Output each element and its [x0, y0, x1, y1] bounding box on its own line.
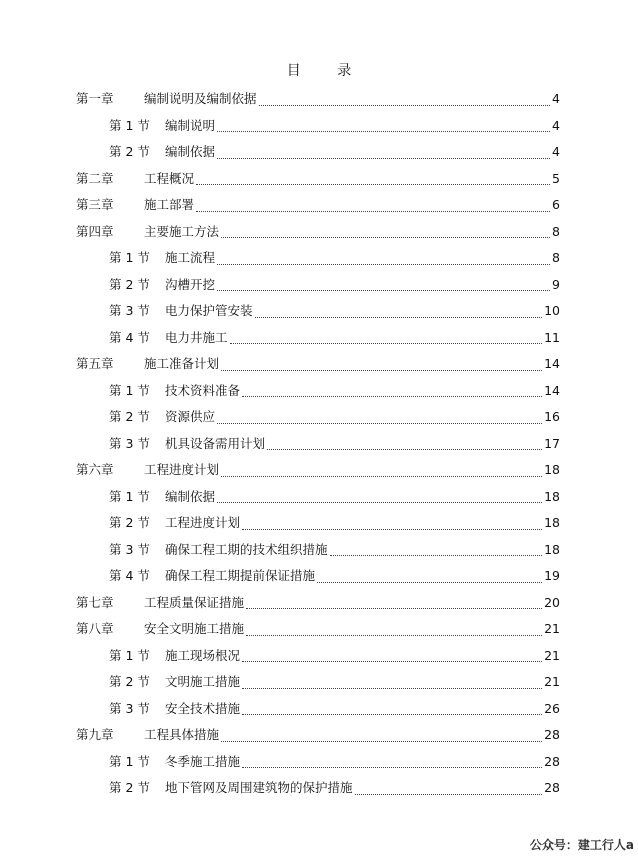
toc-section-entry[interactable]	[76, 696, 560, 723]
toc-dot-leader	[242, 528, 542, 530]
toc-entry-page-number: 4	[552, 144, 560, 159]
toc-entry-title: 电力保护管安装	[165, 303, 253, 318]
toc-entry-page-number: 26	[544, 700, 560, 716]
toc-entry-page-number: 28	[544, 727, 560, 742]
toc-entry-page-number: 16	[544, 409, 560, 424]
toc-entry-title: 地下管网及周围建筑物的保护措施	[165, 780, 353, 795]
toc-dot-leader	[221, 369, 542, 371]
toc-chapter-entry[interactable]	[76, 457, 560, 484]
toc-entry-number: 第 1 节	[109, 647, 150, 663]
toc-entry-title: 编制依据	[165, 144, 216, 159]
toc-section-entry[interactable]	[76, 510, 560, 537]
toc-chapter-entry[interactable]	[76, 351, 560, 378]
toc-entry-number: 第 2 节	[109, 144, 150, 159]
toc-entry-page-number: 6	[552, 197, 560, 212]
toc-entry-title: 技术资料准备	[165, 382, 241, 398]
toc-chapter-entry[interactable]	[76, 166, 560, 193]
toc-entry-page-number: 18	[544, 515, 560, 530]
toc-entry-number: 第九章	[76, 727, 114, 742]
toc-dot-leader	[242, 687, 542, 689]
toc-entry-page-number: 11	[544, 329, 560, 345]
toc-entry-number: 第 3 节	[109, 303, 150, 318]
toc-entry-number: 第三章	[76, 197, 114, 212]
toc-dot-leader	[221, 475, 542, 477]
toc-dot-leader	[267, 448, 542, 450]
toc-dot-leader	[259, 104, 550, 106]
toc-entry-title: 工程进度计划	[144, 462, 220, 477]
toc-section-entry[interactable]	[76, 749, 560, 776]
toc-dot-leader	[242, 660, 542, 662]
toc-dot-leader	[221, 236, 550, 238]
toc-chapter-entry[interactable]	[76, 722, 560, 749]
toc-title: 目 录	[286, 63, 368, 79]
toc-entry-title: 冬季施工措施	[165, 753, 241, 769]
toc-entry-title: 资源供应	[165, 409, 216, 424]
toc-entry-title: 工程概况	[144, 170, 195, 186]
toc-entry-page-number: 20	[544, 594, 560, 610]
toc-entry-number: 第五章	[76, 356, 114, 371]
toc-entry-title: 文明施工措施	[165, 674, 241, 689]
toc-dot-leader	[217, 501, 542, 503]
toc-entry-number: 第 2 节	[109, 276, 150, 292]
toc-entry-number: 第 2 节	[109, 409, 150, 424]
toc-entry-page-number: 18	[544, 488, 560, 504]
toc-entry-title: 编制说明	[165, 117, 216, 133]
toc-dot-leader	[242, 766, 542, 768]
toc-section-entry[interactable]	[76, 563, 560, 590]
toc-dot-leader	[317, 581, 542, 583]
toc-entry-page-number: 21	[544, 621, 560, 636]
toc-entry-page-number: 4	[552, 117, 560, 133]
toc-entry-number: 第 3 节	[109, 541, 150, 557]
toc-section-entry[interactable]	[76, 272, 560, 299]
toc-entry-page-number: 9	[552, 276, 560, 292]
toc-section-entry[interactable]	[76, 537, 560, 564]
toc-entry-page-number: 21	[544, 647, 560, 663]
toc-entry-number: 第 4 节	[109, 329, 150, 345]
toc-entry-title: 确保工程工期的技术组织措施	[165, 541, 328, 557]
toc-entry-title: 施工现场根况	[165, 647, 241, 663]
watermark-text: 公众号：建工行人a	[529, 838, 634, 852]
toc-entry-number: 第 3 节	[109, 700, 150, 716]
toc-entry-title: 工程质量保证措施	[144, 594, 245, 610]
toc-entry-number: 第二章	[76, 170, 114, 186]
toc-entry-number: 第 2 节	[109, 780, 150, 795]
toc-section-entry[interactable]	[76, 669, 560, 696]
toc-entry-title: 工程进度计划	[165, 515, 241, 530]
toc-section-entry[interactable]	[76, 378, 560, 405]
toc-section-entry[interactable]	[76, 113, 560, 140]
toc-entry-page-number: 8	[552, 223, 560, 239]
toc-entry-title: 确保工程工期提前保证措施	[165, 568, 316, 583]
toc-entry-page-number: 19	[544, 568, 560, 583]
toc-entry-page-number: 10	[544, 303, 560, 318]
toc-entry-title: 施工部署	[144, 197, 195, 212]
toc-entry-number: 第 3 节	[109, 435, 150, 451]
toc-dot-leader	[221, 740, 542, 742]
toc-entry-number: 第 4 节	[109, 568, 150, 583]
toc-dot-leader	[330, 554, 543, 556]
toc-section-entry[interactable]	[76, 139, 560, 166]
toc-entry-title: 施工准备计划	[144, 356, 220, 371]
toc-chapter-entry[interactable]	[76, 616, 560, 643]
toc-dot-leader	[246, 607, 542, 609]
toc-chapter-entry[interactable]	[76, 219, 560, 246]
toc-entry-number: 第 1 节	[109, 250, 150, 265]
toc-entry-number: 第一章	[76, 91, 114, 106]
toc-section-entry[interactable]	[76, 643, 560, 670]
toc-entry-page-number: 21	[544, 674, 560, 689]
toc-entry-page-number: 28	[544, 753, 560, 769]
toc-entry-title: 编制说明及编制依据	[144, 91, 257, 106]
toc-dot-leader	[242, 713, 542, 715]
toc-chapter-entry[interactable]	[76, 192, 560, 219]
toc-dot-leader	[217, 422, 542, 424]
toc-entry-page-number: 14	[544, 382, 560, 398]
toc-list	[76, 86, 560, 802]
toc-section-entry[interactable]	[76, 431, 560, 458]
toc-dot-leader	[242, 395, 542, 397]
toc-entry-title: 工程具体措施	[144, 727, 220, 742]
toc-entry-number: 第 1 节	[109, 382, 150, 398]
toc-entry-number: 第 2 节	[109, 674, 150, 689]
toc-dot-leader	[217, 289, 550, 291]
toc-section-entry[interactable]	[76, 245, 560, 272]
toc-entry-title: 施工流程	[165, 250, 216, 265]
toc-section-entry[interactable]	[76, 404, 560, 431]
toc-entry-number: 第 1 节	[109, 753, 150, 769]
toc-section-entry[interactable]	[76, 325, 560, 352]
toc-entry-title: 电力井施工	[165, 329, 228, 345]
toc-dot-leader	[355, 793, 543, 795]
toc-entry-title: 编制依据	[165, 488, 216, 504]
toc-entry-page-number: 18	[544, 462, 560, 477]
toc-entry-page-number: 4	[552, 91, 560, 106]
toc-entry-title: 沟槽开挖	[165, 276, 216, 292]
toc-chapter-entry[interactable]	[76, 590, 560, 617]
toc-section-entry[interactable]	[76, 484, 560, 511]
toc-entry-number: 第六章	[76, 462, 114, 477]
toc-entry-number: 第四章	[76, 223, 114, 239]
toc-entry-page-number: 14	[544, 356, 560, 371]
toc-entry-title: 机具设备需用计划	[165, 435, 266, 451]
toc-entry-page-number: 17	[544, 435, 560, 451]
toc-entry-title: 主要施工方法	[144, 223, 220, 239]
toc-entry-page-number: 8	[552, 250, 560, 265]
toc-entry-number: 第 1 节	[109, 488, 150, 504]
toc-entry-number: 第 1 节	[109, 117, 150, 133]
toc-section-entry[interactable]	[76, 298, 560, 325]
toc-dot-leader	[196, 183, 550, 185]
toc-dot-leader	[196, 210, 550, 212]
toc-entry-number: 第 2 节	[109, 515, 150, 530]
toc-entry-page-number: 5	[552, 170, 560, 186]
toc-dot-leader	[217, 157, 550, 159]
toc-dot-leader	[217, 263, 550, 265]
toc-dot-leader	[255, 316, 543, 318]
toc-entry-title: 安全技术措施	[165, 700, 241, 716]
toc-entry-page-number: 28	[544, 780, 560, 795]
toc-entry-number: 第八章	[76, 621, 114, 636]
toc-entry-number: 第七章	[76, 594, 114, 610]
toc-dot-leader	[246, 634, 542, 636]
toc-chapter-entry[interactable]	[76, 86, 560, 113]
toc-entry-title: 安全文明施工措施	[144, 621, 245, 636]
toc-entry-page-number: 18	[544, 541, 560, 557]
toc-section-entry[interactable]	[76, 775, 560, 802]
toc-dot-leader	[230, 342, 543, 344]
toc-dot-leader	[217, 130, 550, 132]
